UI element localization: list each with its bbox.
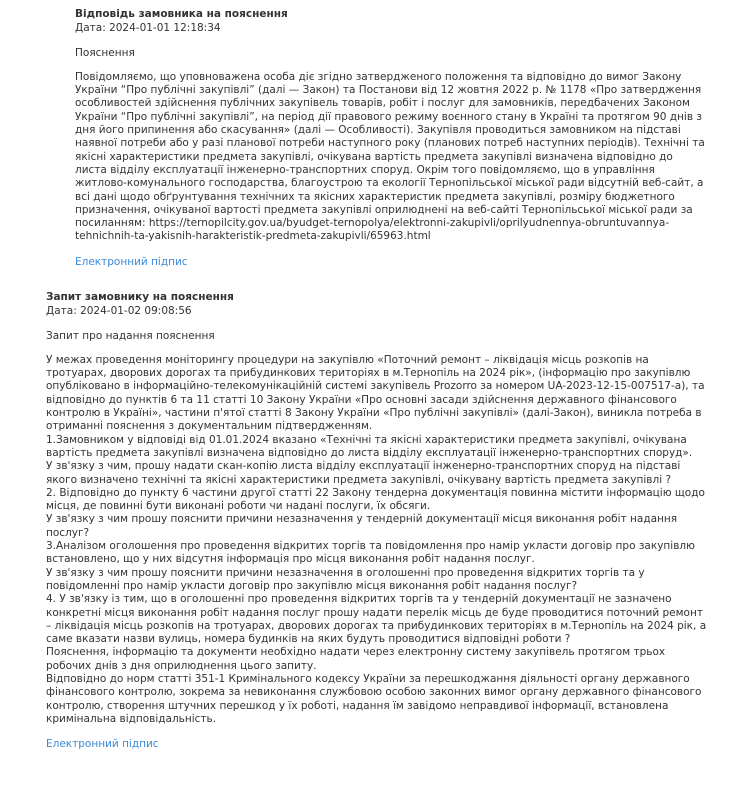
answer-subject: Пояснення xyxy=(75,46,135,59)
request-body xyxy=(46,354,708,726)
answer-title: Відповідь замовника на пояснення xyxy=(75,8,288,20)
request-paragraph: У зв'язку з чим прошу пояснити причини незазначення в оголошенні про проведення відкритих торгів та у повідомленні про намір укласти договір про закупівлю місця виконання робіт надання послуг? xyxy=(46,566,645,592)
request-paragraph: 4. У зв'язку із тим, що в оголошенні про проведення відкритих торгів та у тендерній документації не зазначено конкретні місця виконання робіт надання послуг прошу надати перелік місць де буде проводитися поточний ремонт – ліквідація місць розкопів на тротуарах, дворових дорогах та прибудинкових територіях в м.Тернопіль на 2024 рік, а саме вказати назви вулиць, номера будинків на яких будуть проводитися відповідні роботи ? xyxy=(46,593,707,646)
request-paragraph: Відповідно до норм статті 351-1 Кримінального кодексу України за перешкоджання діяльності органу державного фінансового контролю, зокрема за невиконання службовою особою законних вимог органу державного фінансового контролю, створення штучних перешкод у їх роботі, надання їм завідомо неправдивої інформації, встановлена кримінальна відповідальність. xyxy=(46,673,702,725)
answer-date: Дата: 2024-01-01 12:18:34 xyxy=(75,22,221,35)
request-paragraph: 2. Відповідно до пункту 6 частини другої статті 22 Закону тендерна документація повинна містити інформацію щодо місця, де повинні бути виконані роботи чи надані послуги, їх обсяги. xyxy=(46,486,705,513)
request-signature-link[interactable]: Електронний підпис xyxy=(46,738,159,751)
customer-request-section xyxy=(46,291,708,752)
customer-answer-section xyxy=(75,8,705,269)
request-paragraph: У межах проведення моніторингу процедури на закупівлю «Поточний ремонт – ліквідація місць розкопів на тротуарах, дворових дорогах та прибудинкових територіях в м.Тернопіль на 2024 рік», (інформацію про закупівлю опубліковано в інформаційно-телекомунікаційній системі закупівель Prozorro за номером UA-2023-12-15-007517-a), та відповідно до пунктів 6 та 11 статті 10 Закону України «Про основні засади здійснення державного фінансового контролю в Україні», частини п'ятої статті 8 Закону України «Про публічні закупівлі» (далі-Закон), виникла потреба в отриманні пояснення з документальним підтвердженням. xyxy=(46,353,705,433)
request-subject: Запит про надання пояснення xyxy=(46,329,215,342)
request-paragraph: У зв'язку з чим прошу пояснити причини незазначення у тендерній документації місця виконання робіт надання послуг? xyxy=(46,513,678,539)
request-paragraph: 3.Аналізом оголошення про проведення відкритих торгів та повідомлення про намір укласти договір про закупівлю встановлено, що у них відсутня інформація про місця виконання робіт надання послуг. xyxy=(46,540,695,566)
answer-signature-link[interactable]: Електронний підпис xyxy=(75,255,188,268)
answer-body: Повідомляємо, що уповноважена особа діє згідно затвердженого положення та відповідно до вимог Закону України “Про публічні закупівлі” (далі — Закон) та Постанови від 12 жовтня 2022 р. № 1178 «Про затвердження особливостей здійснення публічних закупівель товарів, робіт і послуг для замовників, передбачених Законом України “Про публічні закупівлі”, на період дії правового режиму воєнного стану в Україні та протягом 90 днів з дня його припинення або скасування» (далі — Особливості). Закупівля проводиться замовником на підставі наявної потреби або у разі планової потреби наступного року (планових потреб наступних періодів). Технічні та якісні характеристики предмета закупівлі, очікувана вартість предмета закупівлі визначена відповідно до листа відділу експлуатації інженерно-транспортних споруд. Окрім того повідомляємо, що в управління житлово-комунального господарства, благоустрою та екології Тернопільської міської ради відсутній веб-сайт, а всі дані щодо обґрунтування технічних та якісних характеристик предмета закупівлі, розміру бюджетного призначення, очікуваної вартості предмета закупівлі оприлюднені на веб-сайті Тернопільської міської ради за посиланням: https://ternopilcity.gov.ua/byudget-ternopolya/elektronni-zakupivli/oprilyudnennya-obruntuvannya-tehnichnih-ta-yakisnih-harakteristik-predmeta-zakupivli/65963.html xyxy=(75,70,705,243)
request-title: Запит замовнику на пояснення xyxy=(46,291,234,303)
request-paragraph: Пояснення, інформацію та документи необхідно надати через електронну систему закупівель протягом трьох робочих днів з дня оприлюднення цього запиту. xyxy=(46,646,666,672)
request-date: Дата: 2024-01-02 09:08:56 xyxy=(46,305,192,318)
request-paragraph: У зв'язку з чим, прошу надати скан-копію листа відділу експлуатації інженерно-транспортних споруд на підставі якого визначено технічні та якісні характеристики предмета закупівлі, очікувану вартість предмета закупівлі ? xyxy=(46,460,681,486)
request-paragraph: 1.Замовником у відповіді від 01.01.2024 вказано «Технічні та якісні характеристики предмета закупівлі, очікувана вартість предмета закупівлі визначена відповідно до листа відділу експлуатації інженерно-транспортних споруд». xyxy=(46,433,693,459)
